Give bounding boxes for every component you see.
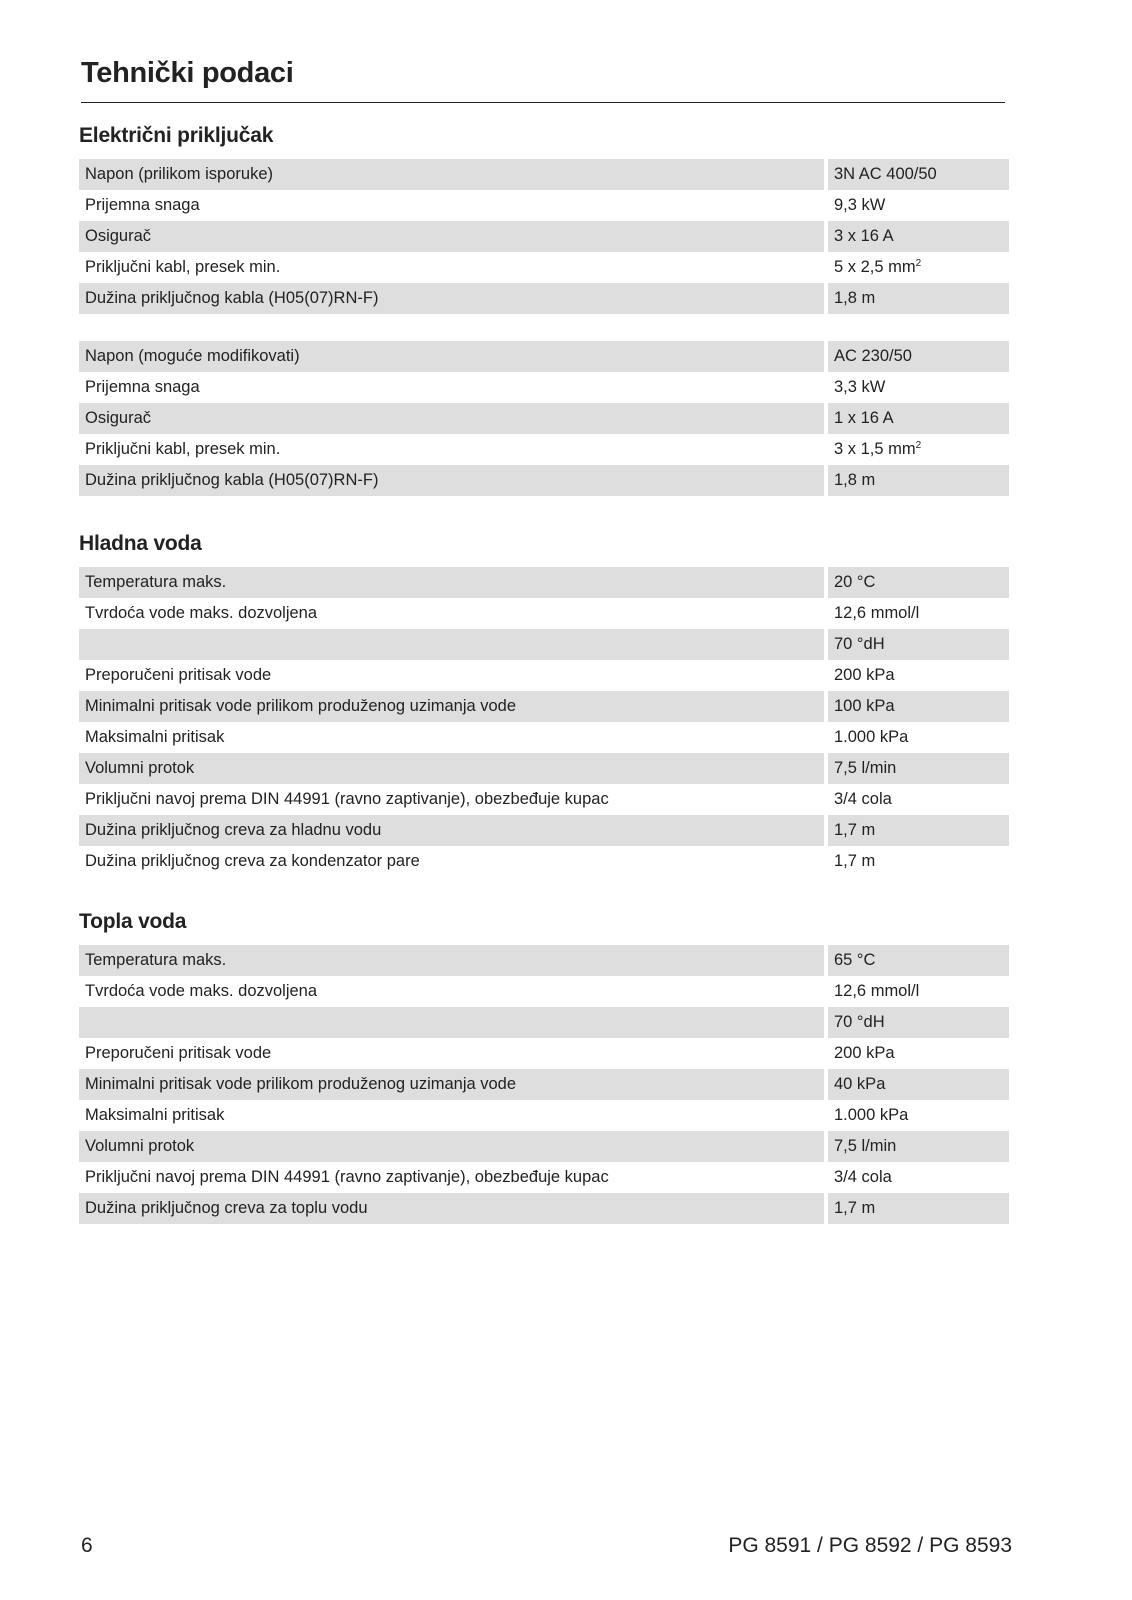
spec-value-text: 3,3 kW [834, 378, 886, 396]
spec-value [828, 1168, 1009, 1187]
spec-label: Minimalni pritisak vode prilikom produženog uzimanja vode [85, 697, 517, 715]
spec-label: Dužina priključnog kabla (H05(07)RN-F) [85, 471, 379, 489]
spec-value-text: 3 x 16 A [834, 227, 894, 245]
table-row [79, 629, 1009, 660]
spec-value [828, 165, 1009, 184]
spec-label: Priključni kabl, presek min. [85, 258, 281, 276]
spec-value [828, 728, 1009, 747]
footer-model-name: PG 8591 / PG 8592 / PG 8593 [728, 1534, 1012, 1557]
table-row [79, 1131, 1009, 1162]
spec-value-text: 3 x 1,5 mm [834, 440, 916, 458]
spec-table-hot-water [79, 945, 1009, 1224]
table-row [79, 1193, 1009, 1224]
table-row [79, 283, 1009, 314]
spec-value [828, 573, 1009, 592]
spec-value [828, 196, 1009, 215]
table-row [79, 1038, 1009, 1069]
spec-label: Dužina priključnog creva za toplu vodu [85, 1199, 368, 1217]
spec-value [828, 666, 1009, 685]
spec-label: Preporučeni pritisak vode [85, 1044, 272, 1062]
spec-value [828, 1013, 1009, 1032]
spec-label: Volumni protok [85, 759, 195, 777]
spec-value-text: 1,7 m [834, 821, 876, 839]
table-row [79, 567, 1009, 598]
spec-value-text: 1,8 m [834, 471, 876, 489]
spec-label: Priključni navoj prema DIN 44991 (ravno zaptivanje), obezbeđuje kupac [85, 790, 609, 808]
table-row [79, 1007, 1009, 1038]
spec-value-text: 100 kPa [834, 697, 895, 715]
spec-label: Priključni kabl, presek min. [85, 440, 281, 458]
spec-value-text: 1.000 kPa [834, 1106, 909, 1124]
spec-label: Maksimalni pritisak [85, 1106, 225, 1124]
spec-value [828, 821, 1009, 840]
spec-value [828, 604, 1009, 623]
table-row [79, 815, 1009, 846]
spec-value [828, 440, 1009, 459]
spec-label: Napon (moguće modifikovati) [85, 347, 300, 365]
spec-label: Dužina priključnog creva za kondenzator pare [85, 852, 420, 870]
spec-value [828, 1106, 1009, 1125]
table-row [79, 372, 1009, 403]
spec-value [828, 1044, 1009, 1063]
spec-value [828, 1137, 1009, 1156]
table-row [79, 1100, 1009, 1131]
spec-value-text: 1 x 16 A [834, 409, 894, 427]
spec-value-text: 1.000 kPa [834, 728, 909, 746]
spec-label: Osigurač [85, 227, 152, 245]
spec-value [828, 289, 1009, 308]
table-row [79, 434, 1009, 465]
table-row [79, 252, 1009, 283]
spec-label: Volumni protok [85, 1137, 195, 1155]
spec-value [828, 378, 1009, 397]
spec-value [828, 227, 1009, 246]
spec-value-text: 7,5 l/min [834, 1137, 897, 1155]
spec-label: Osigurač [85, 409, 152, 427]
table-row [79, 660, 1009, 691]
table-row [79, 945, 1009, 976]
table-row [79, 1162, 1009, 1193]
spec-value-text: 3N AC 400/50 [834, 165, 937, 183]
page-title: Tehnički podaci [81, 57, 294, 89]
spec-label: Napon (prilikom isporuke) [85, 165, 273, 183]
table-row [79, 598, 1009, 629]
spec-value-text: 200 kPa [834, 666, 895, 684]
spec-value-text: 70 °dH [834, 635, 885, 653]
spec-value-text: 40 kPa [834, 1075, 886, 1093]
section-heading-hot-water: Topla voda [79, 910, 187, 933]
spec-table-cold-water [79, 567, 1009, 877]
table-row [79, 190, 1009, 221]
spec-value-text: 200 kPa [834, 1044, 895, 1062]
spec-value-text: 3/4 cola [834, 1168, 892, 1186]
spec-label: Prijemna snaga [85, 196, 200, 214]
footer-page-number: 6 [81, 1534, 93, 1557]
spec-value-superscript: 2 [915, 440, 922, 451]
spec-value [828, 759, 1009, 778]
table-row [79, 159, 1009, 190]
spec-value [828, 258, 1009, 277]
table-row [79, 753, 1009, 784]
table-row [79, 976, 1009, 1007]
spec-label: Minimalni pritisak vode prilikom produženog uzimanja vode [85, 1075, 517, 1093]
spec-label: Temperatura maks. [85, 573, 227, 591]
spec-value-text: 20 °C [834, 573, 876, 591]
table-row [79, 221, 1009, 252]
spec-value-text: 1,7 m [834, 852, 876, 870]
spec-value [828, 409, 1009, 428]
section-heading-cold-water: Hladna voda [79, 532, 202, 555]
table-row [79, 722, 1009, 753]
spec-label: Priključni navoj prema DIN 44991 (ravno zaptivanje), obezbeđuje kupac [85, 1168, 609, 1186]
section-heading-electrical: Električni priključak [79, 124, 274, 147]
spec-value [828, 1199, 1009, 1218]
table-row [79, 341, 1009, 372]
title-divider [81, 102, 1005, 103]
table-row [79, 784, 1009, 815]
spec-value-text: AC 230/50 [834, 347, 912, 365]
spec-value [828, 852, 1009, 871]
table-row [79, 403, 1009, 434]
spec-value [828, 790, 1009, 809]
spec-value-superscript: 2 [915, 258, 922, 269]
table-row [79, 1069, 1009, 1100]
spec-value-text: 70 °dH [834, 1013, 885, 1031]
spec-label: Preporučeni pritisak vode [85, 666, 272, 684]
spec-label: Tvrdoća vode maks. dozvoljena [85, 982, 318, 1000]
spec-label: Maksimalni pritisak [85, 728, 225, 746]
table-row [79, 691, 1009, 722]
spec-value [828, 951, 1009, 970]
spec-label: Dužina priključnog kabla (H05(07)RN-F) [85, 289, 379, 307]
spec-label: Dužina priključnog creva za hladnu vodu [85, 821, 382, 839]
table-row [79, 846, 1009, 877]
spec-value [828, 635, 1009, 654]
spec-label: Temperatura maks. [85, 951, 227, 969]
spec-value-text: 12,6 mmol/l [834, 604, 920, 622]
spec-value-text: 1,8 m [834, 289, 876, 307]
spec-value [828, 697, 1009, 716]
spec-table-electrical-230v [79, 341, 1009, 496]
spec-value-text: 1,7 m [834, 1199, 876, 1217]
spec-label: Tvrdoća vode maks. dozvoljena [85, 604, 318, 622]
spec-value-text: 5 x 2,5 mm [834, 258, 916, 276]
spec-value-text: 3/4 cola [834, 790, 892, 808]
table-row [79, 465, 1009, 496]
spec-value-text: 12,6 mmol/l [834, 982, 920, 1000]
spec-value [828, 1075, 1009, 1094]
spec-value [828, 982, 1009, 1001]
spec-value-text: 9,3 kW [834, 196, 886, 214]
spec-value-text: 7,5 l/min [834, 759, 897, 777]
spec-value [828, 347, 1009, 366]
spec-value-text: 65 °C [834, 951, 876, 969]
spec-table-electrical-400v [79, 159, 1009, 314]
spec-value [828, 471, 1009, 490]
spec-label: Prijemna snaga [85, 378, 200, 396]
